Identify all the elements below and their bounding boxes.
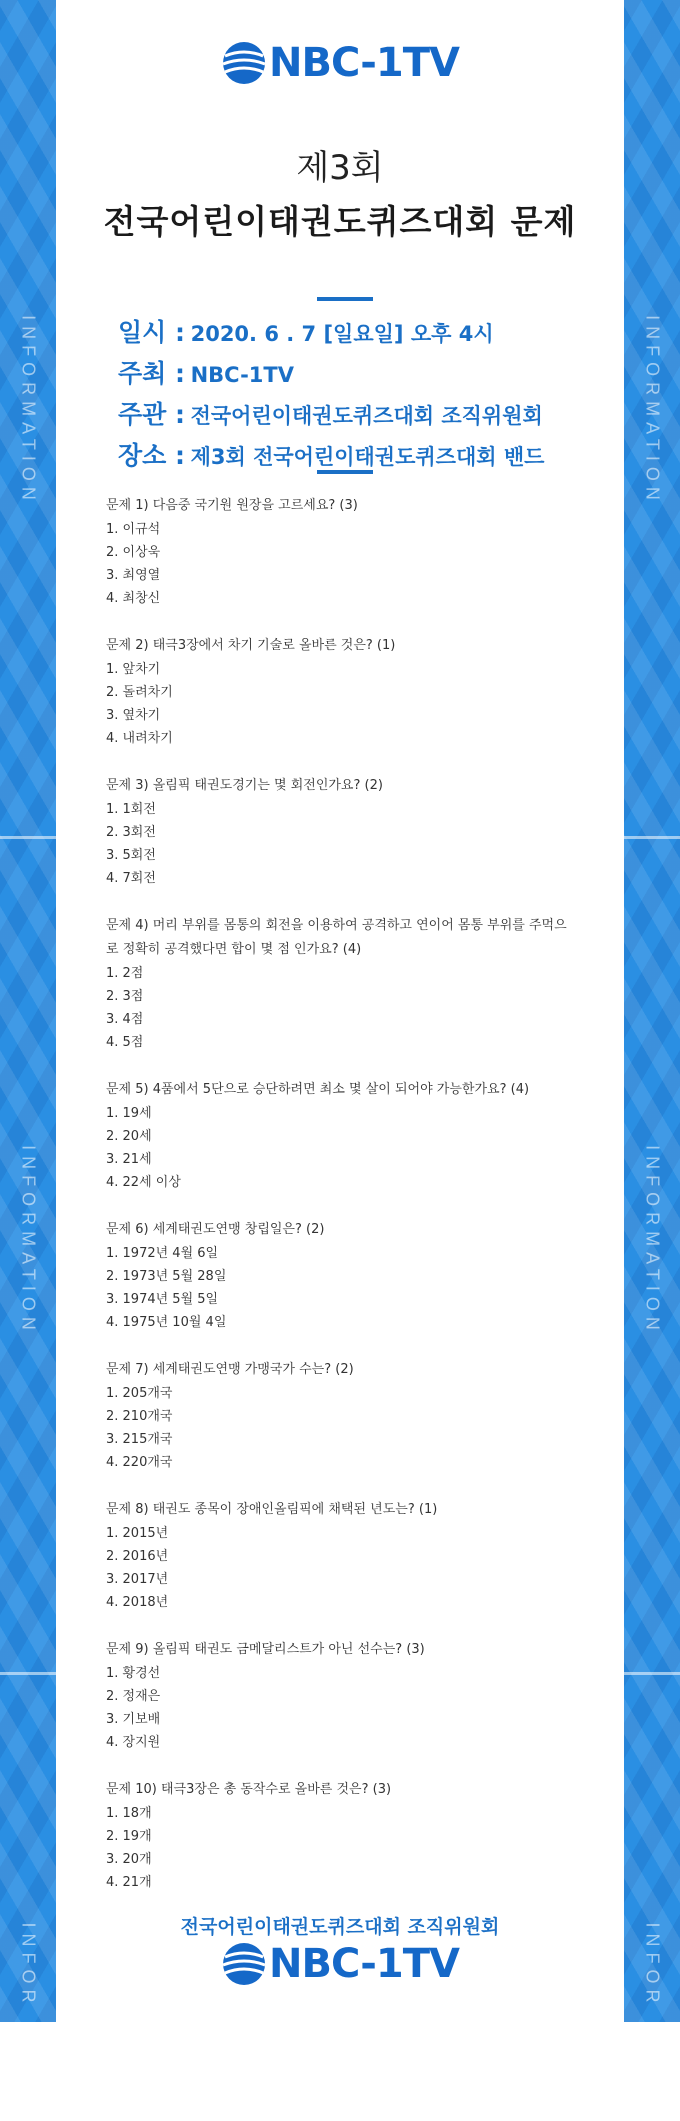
answer-option: 2. 돌려차기: [106, 685, 173, 700]
divider-bar: [317, 297, 373, 301]
panel-seam: [624, 836, 680, 839]
question-block: [106, 634, 578, 750]
answer-option: 1. 2015년: [106, 1526, 169, 1541]
globe-icon: [221, 40, 267, 86]
answer-option: 1. 205개국: [106, 1386, 173, 1401]
question-block: [106, 1498, 578, 1614]
question-title: 문제 6) 세계태권도연맹 창립일은? (2): [106, 1222, 325, 1237]
question-block: [106, 1778, 578, 1894]
answer-option: 2. 3점: [106, 989, 144, 1004]
answer-option: 3. 2017년: [106, 1572, 169, 1587]
answer-option: 4. 21개: [106, 1875, 152, 1890]
side-label: INFOR: [18, 1922, 39, 2009]
answer-option: 1. 앞차기: [106, 662, 161, 677]
answer-option: 1. 2점: [106, 966, 144, 981]
answer-option: 1. 19세: [106, 1106, 152, 1121]
info-value: 2020. 6 . 7 [일요일] 오후 4시: [190, 322, 494, 346]
question-list: [106, 494, 578, 1918]
question-block: [106, 1638, 578, 1754]
panel-seam: [0, 836, 56, 839]
event-info: [118, 312, 544, 476]
answer-option: 4. 2018년: [106, 1595, 169, 1610]
answer-option: 3. 기보배: [106, 1712, 161, 1727]
answer-option: 3. 옆차기: [106, 708, 161, 723]
side-label: INFORMATION: [18, 1145, 39, 1336]
panel-seam: [624, 1672, 680, 1675]
question-title: 문제 9) 올림픽 태권도 금메달리스트가 아닌 선수는? (3): [106, 1642, 425, 1657]
side-label: INFORMATION: [18, 315, 39, 506]
answer-option: 2. 2016년: [106, 1549, 169, 1564]
info-key: 일시 :: [118, 318, 186, 347]
answer-option: 2. 1973년 5월 28일: [106, 1269, 227, 1284]
globe-icon: [221, 1941, 267, 1987]
question-title: 문제 5) 4품에서 5단으로 승단하려면 최소 몇 살이 되어야 가능한가요? (4): [106, 1082, 530, 1097]
question-title: 문제 10) 태극3장은 총 동작수로 올바른 것은? (3): [106, 1782, 392, 1797]
question-block: [106, 494, 578, 610]
question-title: 문제 1) 다음중 국기원 원장을 고르세요? (3): [106, 498, 358, 513]
answer-option: 1. 18개: [106, 1806, 152, 1821]
answer-option: 2. 정재은: [106, 1689, 161, 1704]
info-value: NBC-1TV: [190, 363, 294, 387]
answer-option: 1. 1972년 4월 6일: [106, 1246, 219, 1261]
side-label: INFORMATION: [642, 1145, 663, 1336]
answer-option: 1. 이규석: [106, 522, 161, 537]
question-title: 문제 3) 올림픽 태권도경기는 몇 회전인가요? (2): [106, 778, 383, 793]
answer-option: 2. 이상욱: [106, 545, 161, 560]
nbc-logo-footer: [221, 1941, 459, 1987]
logo-text: NBC-1TV: [269, 40, 459, 86]
info-key: 주최 :: [118, 359, 186, 388]
question-title: 문제 2) 태극3장에서 차기 기술로 올바른 것은? (1): [106, 638, 396, 653]
answer-option: 2. 20세: [106, 1129, 152, 1144]
divider-bar: [317, 470, 373, 474]
logo-text: NBC-1TV: [269, 1941, 459, 1987]
edition-title: 제3회: [296, 148, 384, 188]
answer-option: 4. 최창신: [106, 591, 161, 606]
answer-option: 4. 내려차기: [106, 731, 173, 746]
info-host: [118, 353, 544, 394]
answer-option: 4. 5점: [106, 1035, 144, 1050]
answer-option: 4. 22세 이상: [106, 1175, 181, 1190]
question-title: 문제 4) 머리 부위를 몸통의 회전을 이용하여 공격하고 연이어 몸통 부위를 주먹으로 정확히 공격했다면 합이 몇 점 인가요? (4): [106, 918, 567, 957]
answer-option: 3. 최영열: [106, 568, 161, 583]
question-block: [106, 774, 578, 890]
answer-option: 4. 1975년 10월 4일: [106, 1315, 227, 1330]
right-side-panel: [624, 0, 680, 2022]
side-label: INFORMATION: [642, 315, 663, 506]
info-value: 전국어린이태권도퀴즈대회 조직위원회: [190, 404, 543, 428]
page-title: 전국어린이태권도퀴즈대회 문제: [103, 202, 577, 241]
info-value: 제3회 전국어린이태권도퀴즈대회 밴드: [190, 445, 545, 469]
answer-option: 3. 21세: [106, 1152, 152, 1167]
left-side-panel: [0, 0, 56, 2022]
answer-option: 2. 19개: [106, 1829, 152, 1844]
info-organizer: [118, 394, 544, 435]
answer-option: 3. 4점: [106, 1012, 144, 1027]
answer-option: 3. 20개: [106, 1852, 152, 1867]
answer-option: 4. 장지원: [106, 1735, 161, 1750]
answer-option: 3. 5회전: [106, 848, 156, 863]
info-key: 장소 :: [118, 441, 186, 470]
answer-option: 3. 215개국: [106, 1432, 173, 1447]
answer-option: 4. 7회전: [106, 871, 156, 886]
answer-option: 1. 황경선: [106, 1666, 161, 1681]
footer-organizer: 전국어린이태권도퀴즈대회 조직위원회: [180, 1916, 500, 1938]
answer-option: 2. 3회전: [106, 825, 156, 840]
question-block: [106, 1218, 578, 1334]
answer-option: 3. 1974년 5월 5일: [106, 1292, 219, 1307]
question-block: [106, 1078, 578, 1194]
answer-option: 2. 210개국: [106, 1409, 173, 1424]
question-block: [106, 914, 578, 1054]
info-date: [118, 312, 544, 353]
side-label: INFOR: [642, 1922, 663, 2009]
question-title: 문제 7) 세계태권도연맹 가맹국가 수는? (2): [106, 1362, 354, 1377]
question-title: 문제 8) 태권도 종목이 장애인올림픽에 채택된 년도는? (1): [106, 1502, 438, 1517]
question-block: [106, 1358, 578, 1474]
answer-option: 1. 1회전: [106, 802, 156, 817]
panel-seam: [0, 1672, 56, 1675]
answer-option: 4. 220개국: [106, 1455, 173, 1470]
info-key: 주관 :: [118, 400, 186, 429]
nbc-logo: [221, 40, 459, 86]
